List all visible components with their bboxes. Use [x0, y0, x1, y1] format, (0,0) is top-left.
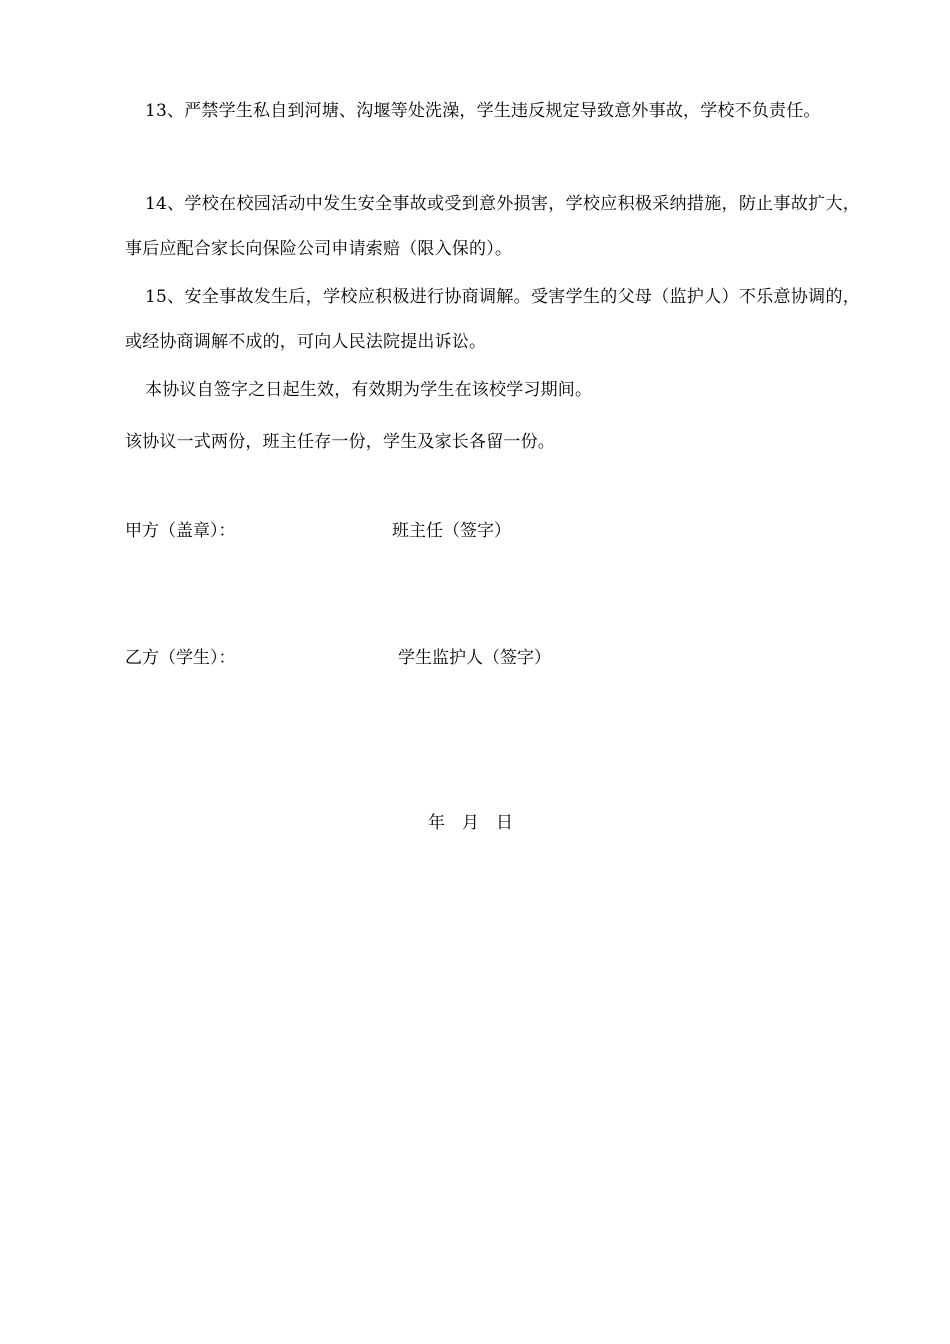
clause-15: 15、安全事故发生后，学校应积极进行协商调解。受害学生的父母（监护人）不乐意协调的，或经协商调解不成的，可向人民法院提出诉讼。 [125, 287, 860, 352]
clause-14: 14、学校在校园活动中发生安全事故或受到意外损害，学校应积极采纳措施，防止事故扩大，事后应配合家长向保险公司申请索赔（限入保的）。 [125, 194, 860, 259]
party-a-label: 甲方（盖章）： [125, 521, 236, 541]
date-line: 年 月 日 [428, 813, 513, 833]
teacher-signature-label: 班主任（签字） [392, 521, 511, 541]
party-b-label: 乙方（学生）： [125, 648, 236, 668]
copies-statement: 该协议一式两份，班主任存一份，学生及家长各留一份。 [125, 432, 555, 452]
validity-statement: 本协议自签字之日起生效，有效期为学生在该校学习期间。 [145, 380, 593, 400]
clause-13: 13、严禁学生私自到河塘、沟堰等处洗澡，学生违反规定导致意外事故，学校不负责任。 [145, 101, 821, 121]
guardian-signature-label: 学生监护人（签字） [398, 648, 551, 668]
